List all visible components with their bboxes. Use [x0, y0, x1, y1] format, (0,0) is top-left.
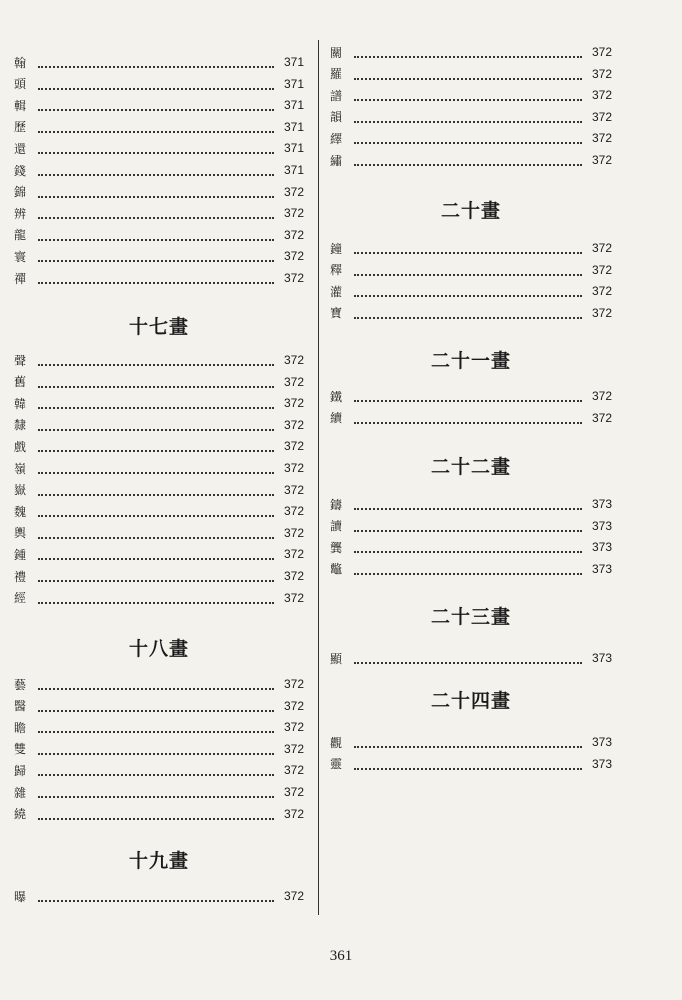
- dot-leader: [38, 450, 274, 452]
- entry-character: 曝: [14, 889, 27, 904]
- entry-page-number: 372: [283, 271, 304, 285]
- entry-page-number: 372: [591, 284, 612, 299]
- index-entry: [330, 42, 612, 62]
- entry-character: 鐘: [330, 241, 343, 256]
- index-entry: [14, 117, 304, 137]
- index-entry: [330, 494, 612, 514]
- index-entry: [330, 386, 612, 406]
- dot-leader: [38, 174, 274, 176]
- heading-22-strokes: 二十二畫: [430, 456, 511, 478]
- entry-character: 翰: [14, 55, 27, 70]
- dot-leader: [38, 386, 274, 388]
- entry-page-number: 372: [591, 241, 612, 255]
- page-number: 361: [329, 948, 353, 964]
- index-entry: [14, 138, 304, 158]
- entry-character: 讀: [330, 519, 343, 534]
- entry-character: 鐵: [330, 389, 343, 404]
- entry-page-number: 372: [591, 88, 612, 103]
- entry-character: 釋: [330, 263, 343, 278]
- entry-page-number: 372: [283, 249, 304, 264]
- entry-page-number: 372: [283, 698, 304, 713]
- entry-character: 禪: [14, 271, 27, 286]
- index-entry: [330, 85, 612, 105]
- entry-character: 關: [330, 45, 343, 60]
- index-entry: [330, 559, 612, 579]
- entry-character: 靈: [330, 757, 343, 772]
- index-entry: [330, 537, 612, 557]
- entry-page-number: 372: [591, 410, 612, 425]
- index-entry: [14, 544, 304, 564]
- dot-leader: [354, 142, 582, 144]
- entry-character: 魏: [14, 504, 27, 519]
- index-entry: [14, 566, 304, 586]
- heading-17-strokes: 十七畫: [128, 316, 189, 338]
- dot-leader: [354, 746, 582, 748]
- entry-page-number: 372: [283, 525, 304, 540]
- entry-character: 顯: [330, 651, 343, 666]
- dot-leader: [38, 66, 274, 68]
- heading-20-strokes: 二十畫: [440, 200, 501, 222]
- entry-character: 錢: [14, 163, 27, 178]
- entry-page-number: 372: [591, 66, 612, 81]
- entry-character: 歸: [14, 763, 27, 778]
- index-entry: [14, 458, 304, 478]
- entry-character: 舊: [14, 375, 27, 390]
- entry-page-number: 373: [591, 540, 612, 555]
- dot-leader: [38, 818, 274, 820]
- index-entry: [14, 52, 304, 72]
- entry-character: 龔: [330, 540, 343, 555]
- entry-page-number: 372: [591, 262, 612, 277]
- dot-leader: [354, 573, 582, 575]
- entry-character: 觀: [330, 735, 343, 750]
- dot-leader: [38, 796, 274, 798]
- index-entry: [14, 501, 304, 521]
- index-entry: [330, 408, 612, 428]
- entry-character: 譜: [330, 88, 343, 103]
- dot-leader: [38, 217, 274, 219]
- dot-leader: [38, 900, 274, 902]
- entry-character: 錦: [14, 185, 27, 200]
- entry-page-number: 372: [591, 305, 612, 320]
- index-entry: [14, 760, 304, 780]
- dot-leader: [38, 580, 274, 582]
- dot-leader: [38, 731, 274, 733]
- index-entry: [14, 160, 304, 180]
- index-entry: [14, 739, 304, 759]
- dot-leader: [38, 239, 274, 241]
- index-entry: [330, 238, 612, 258]
- entry-character: 續: [330, 411, 343, 426]
- index-entry: [14, 782, 304, 802]
- entry-page-number: 373: [591, 735, 612, 749]
- index-entry: [14, 480, 304, 500]
- dot-leader: [38, 131, 274, 133]
- entry-character: 嶺: [14, 461, 27, 476]
- entry-page-number: 373: [591, 651, 612, 665]
- entry-character: 繞: [14, 807, 27, 822]
- index-entry: [330, 260, 612, 280]
- entry-character: 韻: [330, 110, 343, 125]
- dot-leader: [354, 551, 582, 553]
- entry-page-number: 372: [283, 227, 304, 242]
- entry-character: 雜: [14, 785, 27, 800]
- entry-character: 繹: [330, 131, 343, 146]
- dot-leader: [38, 152, 274, 154]
- entry-character: 醫: [14, 699, 27, 714]
- dot-leader: [38, 260, 274, 262]
- entry-page-number: 372: [591, 131, 612, 146]
- entry-character: 寰: [14, 249, 27, 264]
- dot-leader: [38, 558, 274, 560]
- entry-character: 寶: [330, 306, 343, 321]
- dot-leader: [354, 56, 582, 58]
- dot-leader: [354, 317, 582, 319]
- entry-page-number: 372: [591, 45, 612, 59]
- entry-page-number: 372: [283, 417, 304, 432]
- dot-leader: [354, 422, 582, 424]
- index-entry: [14, 372, 304, 392]
- dot-leader: [38, 710, 274, 712]
- index-entry: [330, 281, 612, 301]
- dot-leader: [38, 688, 274, 690]
- entry-page-number: 372: [283, 439, 304, 454]
- entry-page-number: 372: [591, 153, 612, 167]
- entry-page-number: 372: [283, 720, 304, 735]
- entry-page-number: 372: [283, 590, 304, 605]
- index-entry: [330, 128, 612, 148]
- entry-page-number: 372: [283, 763, 304, 778]
- entry-character: 鍾: [14, 547, 27, 562]
- heading-24-strokes: 二十四畫: [430, 690, 511, 712]
- dot-leader: [354, 662, 582, 664]
- dot-leader: [38, 429, 274, 431]
- index-entry: [14, 203, 304, 223]
- index-entry: [14, 182, 304, 202]
- entry-page-number: 372: [591, 389, 612, 403]
- dot-leader: [38, 196, 274, 198]
- entry-character: 嶽: [14, 483, 27, 498]
- dot-leader: [38, 753, 274, 755]
- entry-character: 經: [14, 591, 27, 606]
- entry-page-number: 372: [283, 677, 304, 691]
- entry-page-number: 372: [283, 569, 304, 583]
- heading-18-strokes: 十八畫: [128, 638, 189, 660]
- entry-page-number: 372: [283, 461, 304, 475]
- entry-page-number: 373: [591, 497, 612, 511]
- entry-character: 禮: [14, 569, 27, 584]
- dot-leader: [38, 407, 274, 409]
- entry-page-number: 372: [591, 109, 612, 124]
- index-entry: [330, 107, 612, 127]
- entry-page-number: 372: [283, 353, 304, 367]
- entry-page-number: 371: [283, 119, 304, 134]
- index-entry: [14, 523, 304, 543]
- dot-leader: [38, 774, 274, 776]
- entry-page-number: 372: [283, 206, 304, 221]
- dot-leader: [354, 99, 582, 101]
- index-entry: [330, 64, 612, 84]
- entry-character: 輿: [14, 526, 27, 541]
- entry-page-number: 371: [283, 55, 304, 69]
- index-entry: [14, 415, 304, 435]
- heading-21-strokes: 二十一畫: [430, 350, 511, 372]
- index-entry: [14, 74, 304, 94]
- dot-leader: [38, 282, 274, 284]
- dot-leader: [354, 508, 582, 510]
- entry-page-number: 371: [283, 141, 304, 156]
- entry-character: 聲: [14, 353, 27, 368]
- index-entry: [14, 246, 304, 266]
- entry-character: 瞻: [14, 720, 27, 735]
- index-entry: [330, 516, 612, 536]
- entry-character: 戲: [14, 439, 27, 454]
- heading-23-strokes: 二十三畫: [430, 606, 511, 628]
- entry-page-number: 371: [283, 76, 304, 91]
- entry-page-number: 372: [283, 547, 304, 562]
- dot-leader: [38, 364, 274, 366]
- entry-character: 韓: [14, 396, 27, 411]
- entry-page-number: 372: [283, 741, 304, 756]
- index-entry: [14, 674, 304, 694]
- heading-19-strokes: 十九畫: [128, 850, 189, 872]
- index-entry: [14, 268, 304, 288]
- entry-page-number: 372: [283, 889, 304, 903]
- entry-character: 灌: [330, 284, 343, 299]
- index-entry: [14, 886, 304, 906]
- dot-leader: [38, 537, 274, 539]
- index-entry: [14, 95, 304, 115]
- index-entry: [14, 588, 304, 608]
- index-entry: [14, 393, 304, 413]
- index-entry: [330, 303, 612, 323]
- entry-character: 羅: [330, 67, 343, 82]
- index-entry: [14, 350, 304, 370]
- dot-leader: [38, 88, 274, 90]
- entry-page-number: 372: [283, 184, 304, 199]
- dot-leader: [38, 494, 274, 496]
- entry-character: 藝: [14, 677, 27, 692]
- dot-leader: [354, 400, 582, 402]
- dot-leader: [354, 295, 582, 297]
- index-entry: [14, 225, 304, 245]
- entry-page-number: 372: [283, 806, 304, 821]
- dot-leader: [38, 109, 274, 111]
- entry-page-number: 373: [591, 756, 612, 771]
- entry-character: 繡: [330, 153, 343, 168]
- dot-leader: [354, 768, 582, 770]
- dot-leader: [354, 530, 582, 532]
- index-entry: [14, 717, 304, 737]
- index-entry: [14, 696, 304, 716]
- index-entry: [14, 804, 304, 824]
- index-entry: [330, 648, 612, 668]
- entry-page-number: 372: [283, 504, 304, 519]
- entry-character: 頭: [14, 77, 27, 92]
- entry-page-number: 372: [283, 396, 304, 411]
- entry-page-number: 372: [283, 785, 304, 799]
- entry-character: 輯: [14, 98, 27, 113]
- dot-leader: [38, 602, 274, 604]
- entry-page-number: 371: [283, 98, 304, 113]
- dot-leader: [38, 472, 274, 474]
- column-divider: [318, 40, 319, 915]
- entry-character: 鑄: [330, 497, 343, 512]
- dot-leader: [354, 252, 582, 254]
- index-entry: [330, 150, 612, 170]
- entry-character: 雙: [14, 742, 27, 757]
- index-entry: [330, 732, 612, 752]
- entry-character: 辨: [14, 206, 27, 221]
- dot-leader: [354, 121, 582, 123]
- index-entry: [330, 754, 612, 774]
- entry-page-number: 371: [283, 163, 304, 177]
- entry-character: 還: [14, 141, 27, 156]
- entry-character: 歷: [14, 120, 27, 135]
- entry-page-number: 372: [283, 374, 304, 389]
- entry-page-number: 372: [283, 482, 304, 497]
- entry-page-number: 373: [591, 518, 612, 533]
- entry-character: 龍: [14, 228, 27, 243]
- dot-leader: [38, 515, 274, 517]
- dot-leader: [354, 164, 582, 166]
- dot-leader: [354, 274, 582, 276]
- dot-leader: [354, 78, 582, 80]
- entry-page-number: 373: [591, 561, 612, 576]
- entry-character: 隸: [14, 418, 27, 433]
- entry-character: 鼈: [330, 562, 343, 577]
- index-entry: [14, 436, 304, 456]
